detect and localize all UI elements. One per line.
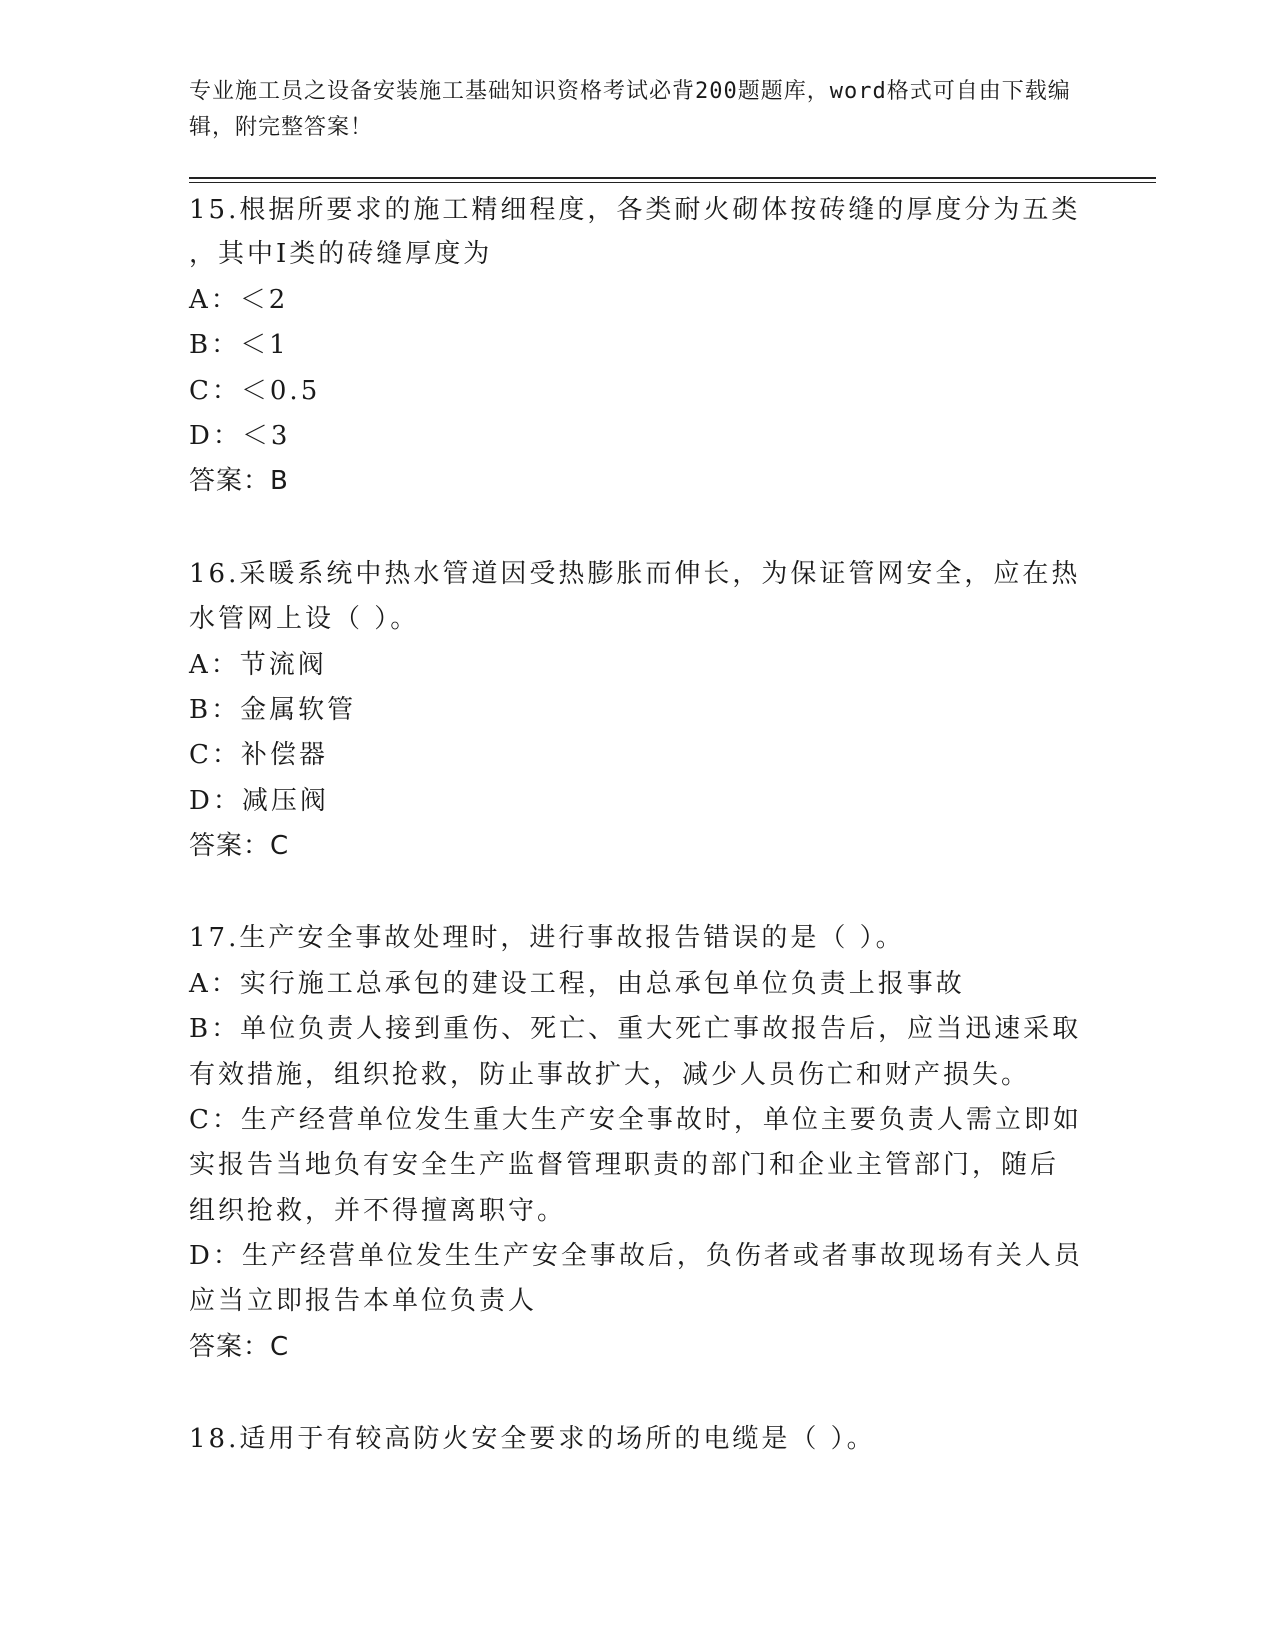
question-stem-line: 18.适用于有较高防火安全要求的场所的电缆是（ ）。 bbox=[189, 1424, 876, 1454]
header-divider bbox=[189, 177, 1156, 179]
option-a: A：节流阀 bbox=[189, 650, 327, 680]
option-a: A：实行施工总承包的建设工程，由总承包单位负责上报事故 bbox=[189, 969, 965, 999]
option-b-cont: 有效措施，组织抢救，防止事故扩大，减少人员伤亡和财产损失。 bbox=[189, 1060, 1031, 1090]
question-stem-line: 17.生产安全事故处理时，进行事故报告错误的是（ ）。 bbox=[189, 923, 905, 953]
option-b: B：＜1 bbox=[189, 330, 289, 360]
option-c-cont: 组织抢救，并不得擅离职守。 bbox=[189, 1196, 567, 1226]
header-divider-thin bbox=[189, 182, 1156, 183]
option-d: D：生产经营单位发生生产安全事故后，负伤者或者事故现场有关人员 bbox=[189, 1241, 1083, 1271]
answer: 答案：C bbox=[189, 1332, 290, 1362]
question-stem-line: 水管网上设（ ）。 bbox=[189, 604, 420, 634]
option-b: B：金属软管 bbox=[189, 695, 357, 725]
answer: 答案：C bbox=[189, 831, 290, 861]
option-d-cont: 应当立即报告本单位负责人 bbox=[189, 1286, 538, 1316]
option-c: C：生产经营单位发生重大生产安全事故时，单位主要负责人需立即如 bbox=[189, 1105, 1082, 1135]
question-stem-line: 15.根据所要求的施工精细程度，各类耐火砌体按砖缝的厚度分为五类 bbox=[189, 195, 1081, 225]
option-c: C：＜0.5 bbox=[189, 376, 321, 406]
document-header: 专业施工员之设备安装施工基础知识资格考试必背200题题库，word格式可自由下载编辑，附完整答案！ bbox=[189, 79, 1071, 140]
option-c: C：补偿器 bbox=[189, 740, 328, 770]
answer: 答案：B bbox=[189, 466, 289, 496]
option-b: B：单位负责人接到重伤、死亡、重大死亡事故报告后，应当迅速采取 bbox=[189, 1014, 1082, 1044]
option-d: D：＜3 bbox=[189, 421, 291, 451]
option-d: D：减压阀 bbox=[189, 786, 329, 816]
question-stem-line: 16.采暖系统中热水管道因受热膨胀而伸长，为保证管网安全，应在热 bbox=[189, 559, 1081, 589]
option-a: A：＜2 bbox=[189, 285, 289, 315]
question-stem-line: ，其中Ⅰ类的砖缝厚度为 bbox=[189, 239, 493, 269]
option-c-cont: 实报告当地负有安全生产监督管理职责的部门和企业主管部门，随后 bbox=[189, 1150, 1060, 1180]
